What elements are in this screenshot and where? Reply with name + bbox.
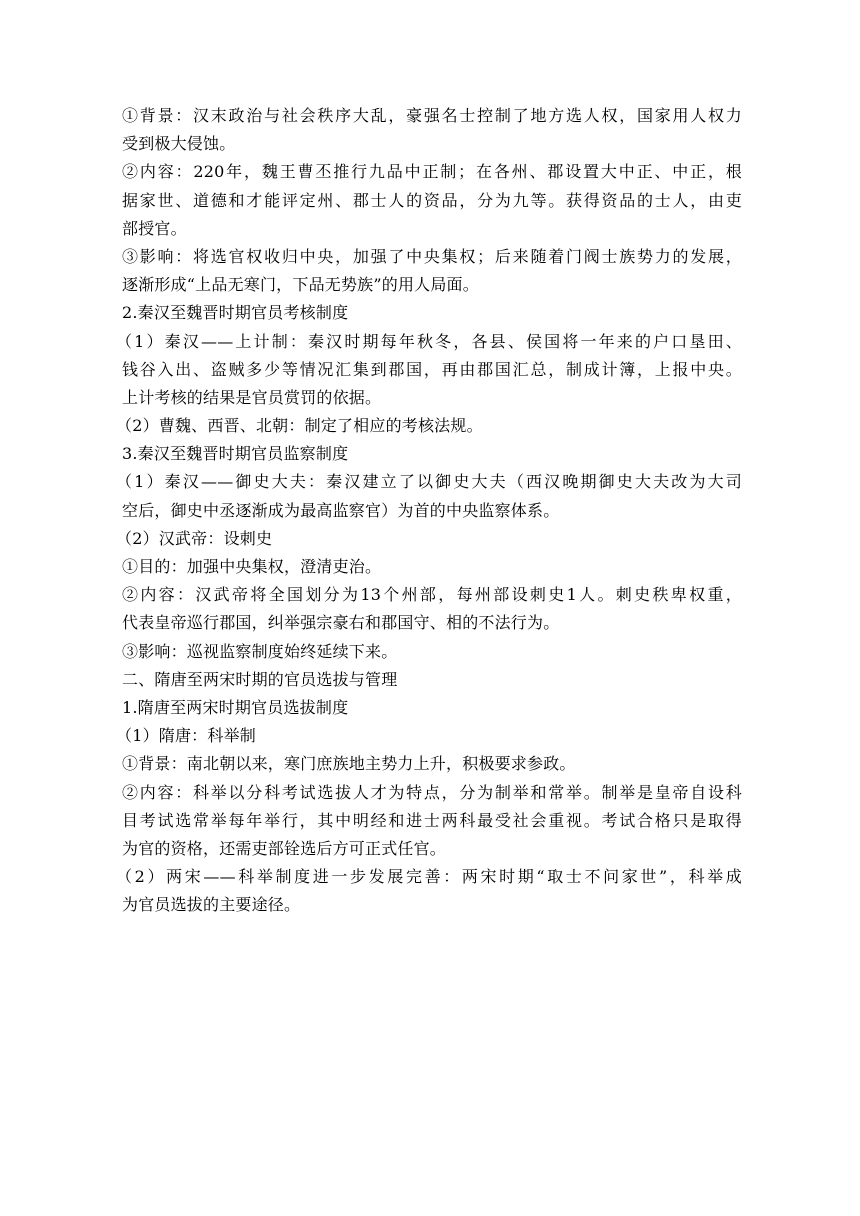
text-line: ③影响：将选官权收归中央，加强了中央集权；后来随着门阀士族势力的发展，	[122, 246, 742, 266]
text-line: ②内容：科举以分科考试选拔人才为特点，分为制举和常举。制举是皇帝自设科	[122, 782, 742, 802]
text-line: 为官员选拔的主要途径。	[122, 895, 301, 915]
text-line: 目考试选常举每年举行，其中明经和进士两科最受社会重视。考试合格只是取得	[122, 810, 742, 830]
text-line: 逐渐形成“上品无寒门，下品无势族”的用人局面。	[122, 275, 479, 295]
text-line: 钱谷入出、盗贼多少等情况汇集到郡国，再由郡国汇总，制成计簿，上报中央。	[122, 359, 742, 379]
text-line: ③影响：巡视监察制度始终延续下来。	[122, 641, 398, 661]
text-line: （2）曹魏、西晋、北朝：制定了相应的考核法规。	[116, 416, 483, 436]
text-line: （2）两宋——科举制度进一步发展完善：两宋时期“取士不问家世”，科举成	[116, 867, 742, 887]
text-line: ②内容：汉武帝将全国划分为13个州部，每州部设刺史1人。刺史秩卑权重，	[122, 585, 742, 605]
text-line: 据家世、道德和才能评定州、郡士人的资品，分为九等。获得资品的士人，由吏	[122, 190, 742, 210]
text-line: ②内容：220年，魏王曹丕推行九品中正制；在各州、郡设置大中正、中正，根	[122, 162, 742, 182]
text-line: （1）秦汉——御史大夫：秦汉建立了以御史大夫（西汉晚期御史大夫改为大司	[116, 472, 742, 492]
text-line: 部授官。	[122, 218, 187, 238]
section-heading: 3.秦汉至魏晋时期官员监察制度	[122, 444, 349, 464]
section-heading: 2.秦汉至魏晋时期官员考核制度	[122, 303, 349, 323]
section-heading: 1.隋唐至两宋时期官员选拔制度	[122, 697, 349, 717]
text-line: 为官的资格，还需吏部铨选后方可正式任官。	[122, 838, 447, 858]
text-line: ①背景：汉末政治与社会秩序大乱，豪强名士控制了地方选人权，国家用人权力	[122, 106, 742, 125]
section-heading: 二、隋唐至两宋时期的官员选拔与管理	[122, 669, 398, 689]
text-line: 上计考核的结果是官员赏罚的依据。	[122, 387, 382, 407]
text-line: 受到极大侵蚀。	[122, 134, 236, 154]
text-line: ①目的：加强中央集权，澄清吏治。	[122, 557, 382, 576]
document-page	[116, 102, 742, 919]
text-line: （2）汉武帝：设刺史	[116, 528, 273, 548]
text-line: ①背景：南北朝以来，寒门庶族地主势力上升，积极要求参政。	[122, 754, 576, 774]
text-line: （1）秦汉——上计制：秦汉时期每年秋冬，各县、侯国将一年来的户口垦田、	[116, 331, 742, 351]
text-line: 代表皇帝巡行郡国，纠举强宗豪右和郡国守、相的不法行为。	[122, 613, 560, 633]
text-line: （1）隋唐：科举制	[116, 726, 256, 746]
text-line: 空后，御史中丞逐渐成为最高监察官）为首的中央监察体系。	[122, 500, 560, 520]
